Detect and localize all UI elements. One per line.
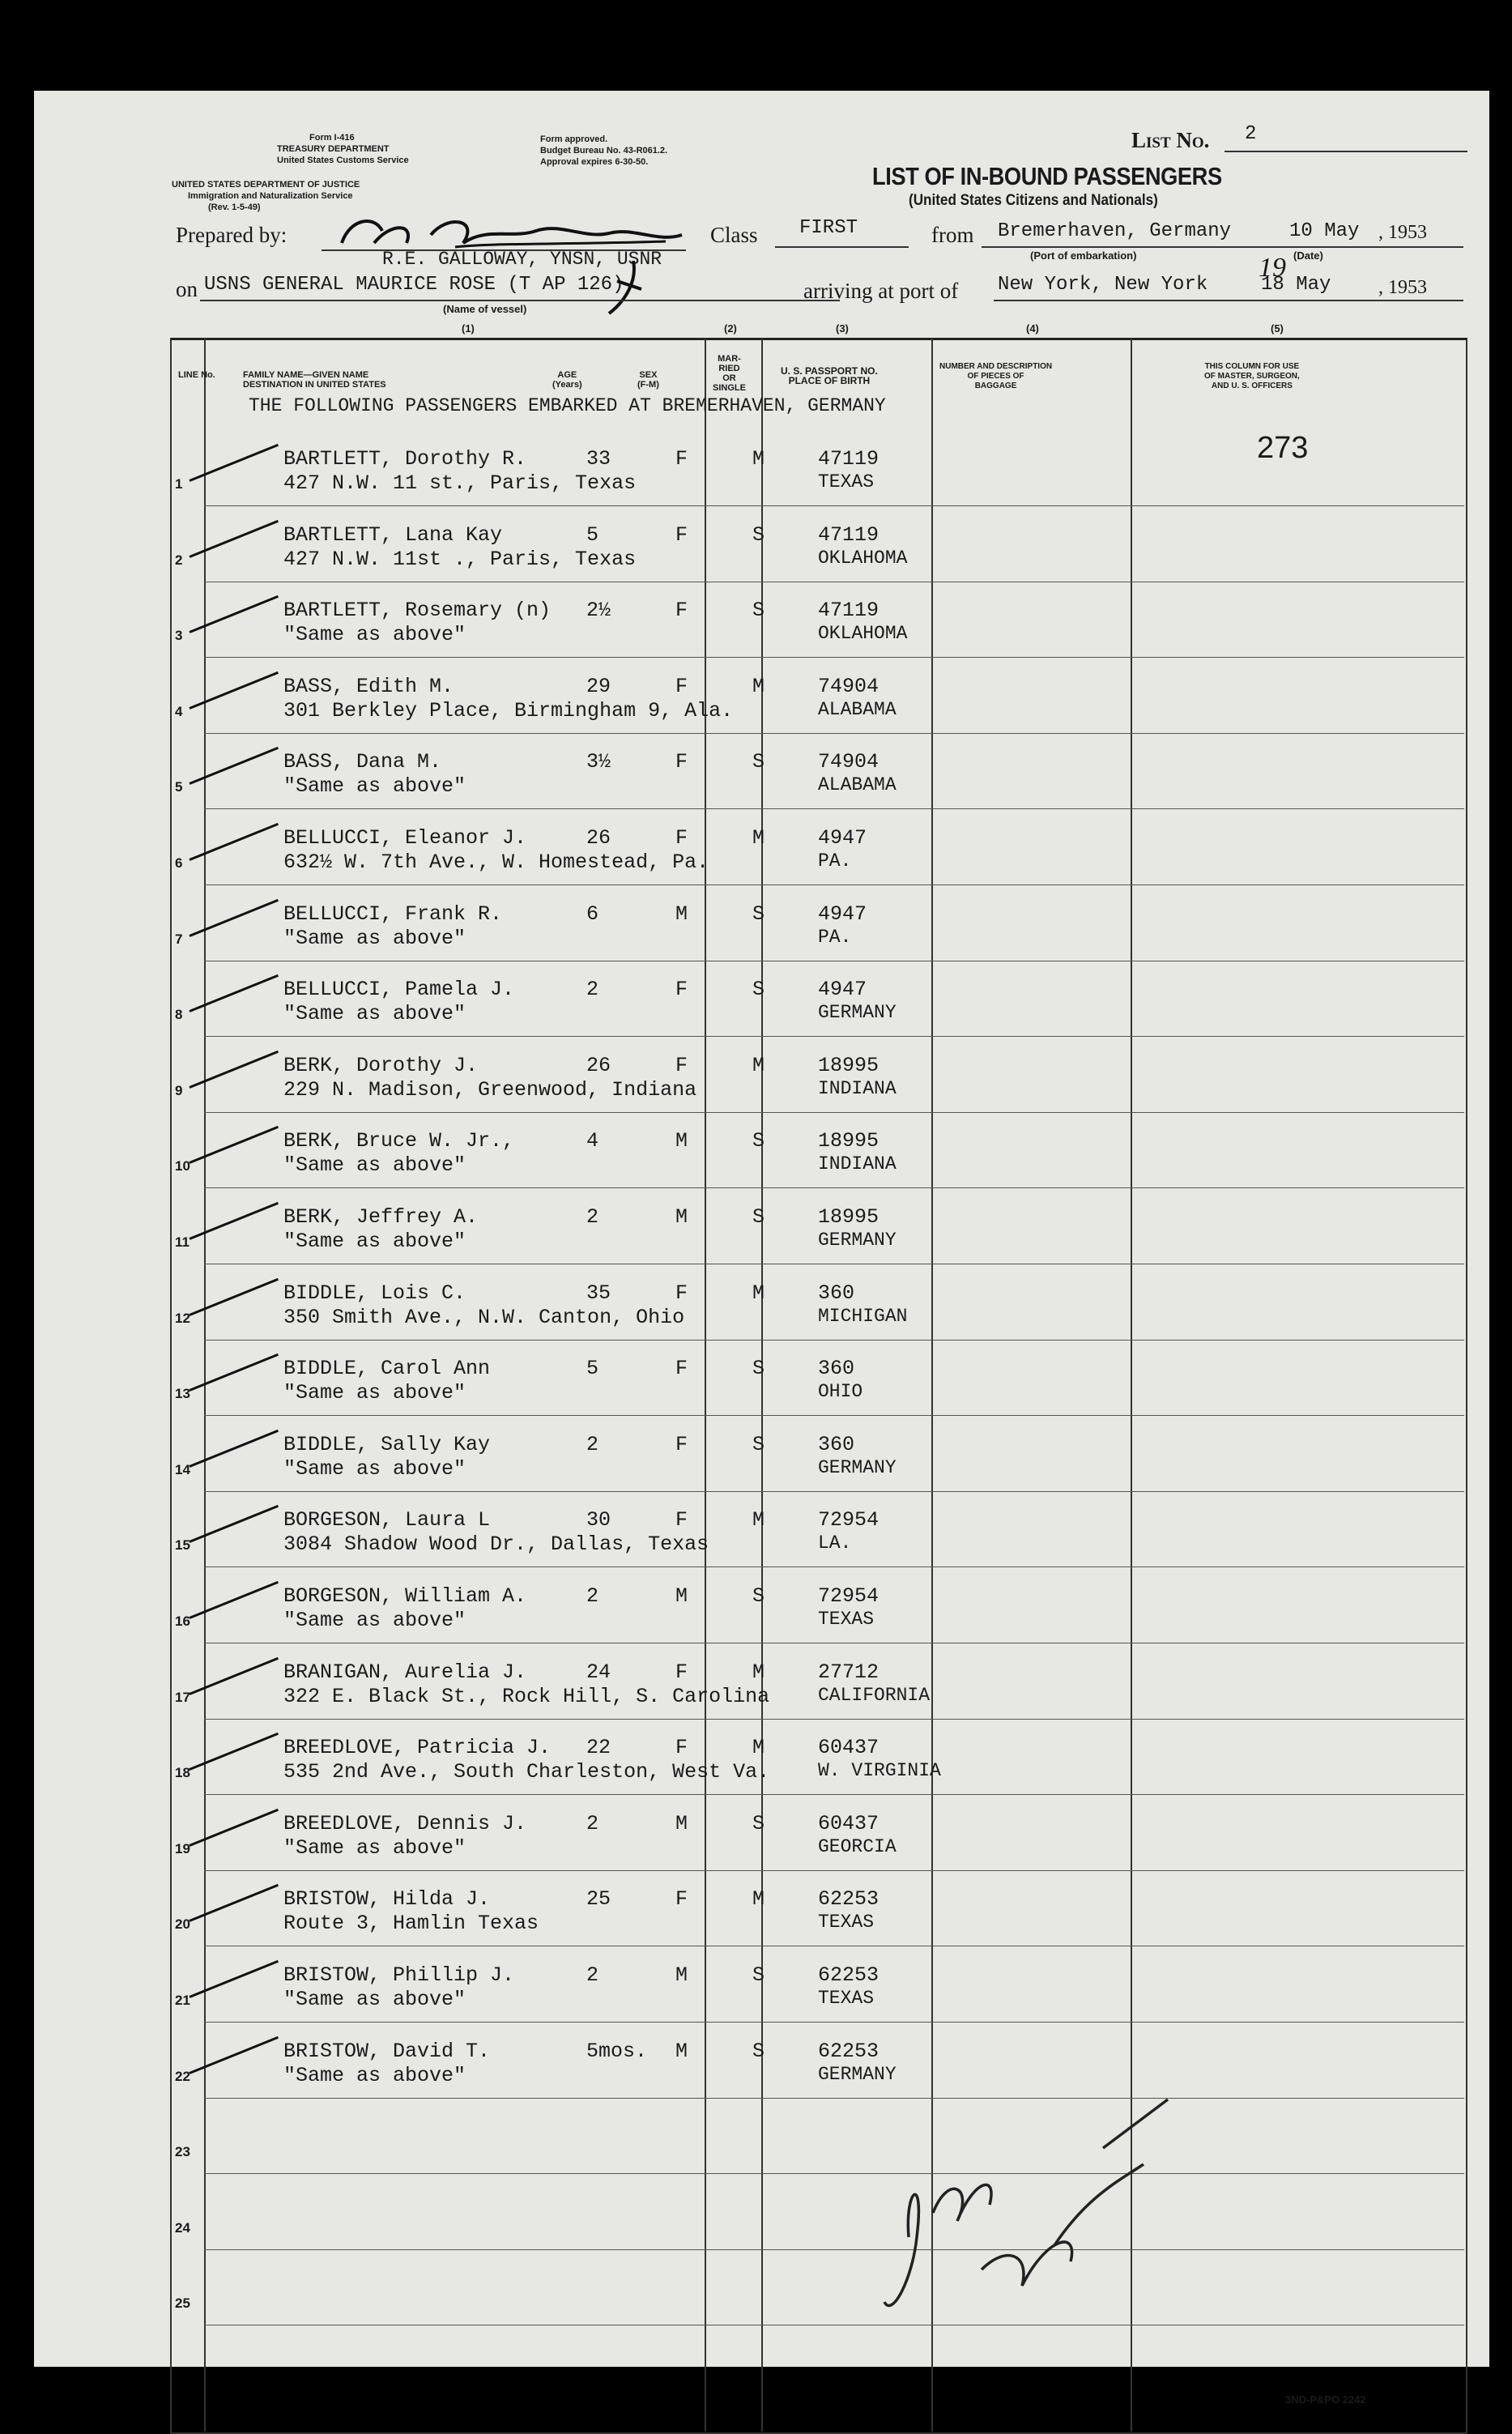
header-passport: U. S. PASSPORT NO. PLACE OF BIRTH bbox=[781, 365, 878, 386]
line-number: 24 bbox=[175, 2219, 190, 2236]
age: 2½ bbox=[586, 599, 611, 623]
place-of-birth: PA. bbox=[818, 926, 852, 948]
sex: F bbox=[675, 978, 688, 1002]
marital-status: M bbox=[752, 1281, 765, 1305]
destination: "Same as above" bbox=[283, 2063, 466, 2087]
place-of-birth: GERMANY bbox=[818, 1456, 897, 1478]
destination: "Same as above" bbox=[283, 1835, 466, 1860]
place-of-birth: TEXAS bbox=[818, 1609, 875, 1630]
place-of-birth: ALABAMA bbox=[818, 698, 897, 720]
age: 2 bbox=[586, 1205, 599, 1229]
passport-no: 18995 bbox=[818, 1205, 880, 1229]
header-age: AGE (Years) bbox=[552, 370, 582, 390]
passport-no: 360 bbox=[818, 1281, 855, 1305]
age: 2 bbox=[586, 1811, 599, 1835]
sex: F bbox=[675, 522, 688, 547]
passenger-name: BIDDLE, Lois C. bbox=[283, 1281, 466, 1305]
age: 2 bbox=[586, 1584, 599, 1608]
passport-no: 62253 bbox=[818, 1963, 880, 1987]
date-caption: (Date) bbox=[1293, 249, 1323, 262]
passport-no: 360 bbox=[818, 1357, 855, 1381]
place-of-birth: OHIO bbox=[818, 1381, 863, 1403]
destination: 322 E. Black St., Rock Hill, S. Carolina bbox=[283, 1684, 770, 1708]
destination: 632½ W. 7th Ave., W. Homestead, Pa. bbox=[283, 850, 709, 874]
table-row bbox=[175, 657, 1464, 734]
header-married: MAR- RIED OR SINGLE bbox=[713, 354, 746, 393]
line-number: 17 bbox=[175, 1689, 190, 1705]
class-value: FIRST bbox=[799, 217, 858, 239]
line-number: 8 bbox=[175, 1007, 183, 1023]
destination: 427 N.W. 11 st., Paris, Texas bbox=[283, 471, 637, 495]
line-number: 23 bbox=[175, 2144, 190, 2160]
passport-no: 60437 bbox=[818, 1811, 880, 1835]
line-number: 20 bbox=[175, 1916, 190, 1933]
destination: 350 Smith Ave., N.W. Canton, Ohio bbox=[283, 1305, 685, 1329]
passport-no: 360 bbox=[818, 1432, 855, 1456]
passenger-name: BRISTOW, Phillip J. bbox=[283, 1963, 515, 1987]
line-number: 12 bbox=[175, 1310, 190, 1326]
sex: M bbox=[675, 902, 688, 926]
marital-status: M bbox=[752, 1508, 765, 1532]
table-row bbox=[175, 808, 1464, 885]
from-label: from bbox=[931, 223, 974, 247]
table-row bbox=[175, 1264, 1464, 1341]
col-num-1: (1) bbox=[462, 322, 475, 335]
sex: F bbox=[675, 826, 688, 850]
marital-status: S bbox=[752, 2039, 765, 2063]
sex: F bbox=[675, 1736, 688, 1760]
line-number: 2 bbox=[175, 552, 183, 568]
passport-no: 4947 bbox=[818, 978, 867, 1002]
manifest-sheet bbox=[34, 91, 1489, 2406]
place-of-birth: CALIFORNIA bbox=[818, 1684, 931, 1706]
passenger-name: BERK, Bruce W. Jr., bbox=[283, 1129, 515, 1153]
age: 29 bbox=[586, 674, 611, 698]
passenger-name: BERK, Dorothy J. bbox=[283, 1053, 479, 1077]
passport-no: 27712 bbox=[818, 1660, 880, 1684]
vessel-caption: (Name of vessel) bbox=[443, 303, 527, 315]
line-number: 25 bbox=[175, 2295, 190, 2312]
place-of-birth: W. VIRGINIA bbox=[818, 1760, 941, 1782]
marital-status: S bbox=[752, 1357, 765, 1381]
table-row bbox=[175, 1567, 1464, 1643]
line-number: 13 bbox=[175, 1386, 190, 1402]
prepared-by-label: Prepared by: bbox=[176, 223, 287, 247]
table-row bbox=[175, 885, 1464, 961]
age: 4 bbox=[586, 1129, 599, 1153]
marital-status: M bbox=[752, 1660, 765, 1684]
destination: "Same as above" bbox=[283, 926, 466, 950]
sex: M bbox=[675, 1129, 688, 1153]
line-number: 4 bbox=[175, 703, 183, 719]
handwritten-mark bbox=[601, 257, 650, 322]
department: TREASURY DEPARTMENT bbox=[277, 144, 390, 154]
line-number: 7 bbox=[175, 931, 183, 947]
age: 26 bbox=[586, 826, 611, 850]
age: 35 bbox=[586, 1281, 611, 1305]
sex: M bbox=[675, 2039, 688, 2063]
arrival-year-value: 1953 bbox=[1388, 277, 1427, 298]
passenger-name: BELLUCCI, Eleanor J. bbox=[283, 826, 527, 850]
passenger-name: BREEDLOVE, Dennis J. bbox=[283, 1811, 527, 1835]
marital-status: M bbox=[752, 447, 765, 471]
sex: F bbox=[675, 1432, 688, 1456]
destination: 229 N. Madison, Greenwood, Indiana bbox=[283, 1077, 697, 1102]
arrival-year: , 1953 bbox=[1378, 277, 1427, 298]
destination: 301 Berkley Place, Birmingham 9, Ala. bbox=[283, 698, 734, 723]
passport-no: 18995 bbox=[818, 1129, 880, 1153]
passenger-name: BREEDLOVE, Patricia J. bbox=[283, 1736, 552, 1760]
form-approved: Form approved. bbox=[540, 134, 608, 144]
year-value: 1953 bbox=[1388, 222, 1427, 243]
place-of-birth: OKLAHOMA bbox=[818, 623, 908, 645]
age: 26 bbox=[586, 1053, 611, 1077]
passenger-name: BIDDLE, Carol Ann bbox=[283, 1357, 491, 1381]
destination: "Same as above" bbox=[283, 1609, 466, 1632]
age: 3½ bbox=[586, 750, 611, 774]
line-number: 15 bbox=[175, 1537, 190, 1554]
marital-status: S bbox=[752, 750, 765, 774]
place-of-birth: TEXAS bbox=[818, 471, 875, 492]
line-number: 10 bbox=[175, 1158, 190, 1174]
marital-status: S bbox=[752, 902, 765, 926]
place-of-birth: GEORCIA bbox=[818, 1835, 897, 1857]
on-label: on bbox=[176, 277, 198, 301]
passport-no: 74904 bbox=[818, 674, 880, 698]
place-of-birth: TEXAS bbox=[818, 1988, 875, 2009]
age: 2 bbox=[586, 978, 599, 1002]
table-row bbox=[175, 960, 1464, 1037]
marital-status: S bbox=[752, 1205, 765, 1229]
line-number: 21 bbox=[175, 1993, 190, 2008]
destination: "Same as above" bbox=[283, 1153, 466, 1178]
line-number: 18 bbox=[175, 1765, 190, 1781]
age: 25 bbox=[586, 1887, 611, 1912]
arriving-label: arriving at port of bbox=[803, 279, 959, 303]
age: 24 bbox=[586, 1660, 611, 1684]
table-row bbox=[175, 581, 1464, 658]
sex: M bbox=[675, 1205, 688, 1229]
header-baggage: NUMBER AND DESCRIPTION OF PIECES OF BAGGAGE bbox=[939, 362, 1053, 390]
sex: F bbox=[675, 447, 688, 471]
passenger-name: BORGESON, Laura L bbox=[283, 1508, 491, 1532]
marital-status: S bbox=[752, 1963, 765, 1987]
line-number: 19 bbox=[175, 1840, 190, 1856]
place-of-birth: INDIANA bbox=[818, 1153, 897, 1175]
table-row bbox=[175, 1490, 1464, 1567]
destination: "Same as above" bbox=[283, 1002, 466, 1026]
line-number: 14 bbox=[175, 1461, 190, 1477]
passenger-name: BRANIGAN, Aurelia J. bbox=[283, 1660, 527, 1684]
destination: 427 N.W. 11st ., Paris, Texas bbox=[283, 547, 637, 571]
marital-status: M bbox=[752, 1887, 765, 1912]
passport-no: 4947 bbox=[818, 826, 867, 850]
page-subtitle: (United States Citizens and Nationals) bbox=[909, 192, 1158, 209]
marital-status: M bbox=[752, 674, 765, 698]
place-of-birth: ALABAMA bbox=[818, 774, 897, 796]
line-number: 3 bbox=[175, 628, 183, 644]
sex: M bbox=[675, 1584, 688, 1608]
passport-no: 47119 bbox=[818, 599, 880, 623]
header-officers: THIS COLUMN FOR USE OF MASTER, SURGEON, AND U. S. OFFICERS bbox=[1204, 362, 1300, 390]
list-no-value: 2 bbox=[1245, 123, 1257, 145]
table-row bbox=[175, 429, 1464, 506]
sex: M bbox=[675, 1963, 688, 1987]
age: 5 bbox=[586, 522, 599, 547]
place-of-birth: MICHIGAN bbox=[818, 1305, 908, 1327]
col-num-3: (3) bbox=[836, 322, 849, 335]
table-row bbox=[175, 1111, 1464, 1188]
passenger-name: BERK, Jeffrey A. bbox=[283, 1205, 479, 1229]
passenger-name: BRISTOW, David T. bbox=[283, 2039, 491, 2063]
table-row bbox=[175, 1339, 1464, 1416]
header-sex: SEX (F-M) bbox=[637, 370, 659, 390]
ins: Immigration and Naturalization Service bbox=[188, 191, 353, 201]
page-title: LIST OF IN-BOUND PASSENGERS bbox=[872, 162, 1222, 190]
marital-status: S bbox=[752, 978, 765, 1002]
age: 30 bbox=[586, 1508, 611, 1532]
passenger-name: BORGESON, William A. bbox=[283, 1584, 527, 1608]
line-number: 22 bbox=[175, 2068, 190, 2084]
passport-no: 47119 bbox=[818, 447, 880, 471]
col-num-2: (2) bbox=[724, 322, 737, 335]
passenger-name: BARTLETT, Lana Kay bbox=[283, 522, 503, 547]
age: 5mos. bbox=[586, 2039, 648, 2063]
age: 22 bbox=[586, 1736, 611, 1760]
line-number: 1 bbox=[175, 476, 183, 492]
sex: F bbox=[675, 1053, 688, 1077]
destination: "Same as above" bbox=[283, 774, 466, 799]
approval-expires: Approval expires 6-30-50. bbox=[540, 157, 649, 167]
destination: "Same as above" bbox=[283, 1381, 466, 1405]
passport-no: 47119 bbox=[818, 522, 880, 547]
from-date: 10 May bbox=[1289, 220, 1360, 242]
passenger-name: BIDDLE, Sally Kay bbox=[283, 1432, 491, 1456]
table-row bbox=[175, 1794, 1464, 1871]
passport-no: 18995 bbox=[818, 1053, 880, 1077]
passenger-name: BELLUCCI, Pamela J. bbox=[283, 978, 515, 1002]
age: 33 bbox=[586, 447, 611, 471]
marital-status: S bbox=[752, 1584, 765, 1608]
line-number: 11 bbox=[175, 1234, 190, 1250]
officer-count-note: 273 bbox=[1257, 431, 1309, 465]
arrival-date: 18 May bbox=[1261, 274, 1331, 296]
table-row bbox=[175, 1036, 1464, 1113]
sex: F bbox=[675, 1508, 688, 1532]
age: 2 bbox=[586, 1432, 599, 1456]
vessel-name: USNS GENERAL MAURICE ROSE (T AP 126) bbox=[204, 274, 624, 296]
passport-no: 62253 bbox=[818, 1887, 880, 1912]
place-of-birth: GERMANY bbox=[818, 2063, 897, 2085]
table-row bbox=[175, 1415, 1464, 1492]
preparer-typed-name: R.E. GALLOWAY, YNSN, USNR bbox=[382, 249, 662, 270]
place-of-birth: TEXAS bbox=[818, 1912, 875, 1933]
sex: F bbox=[675, 674, 688, 698]
passenger-name: BASS, Dana M. bbox=[283, 750, 442, 774]
passenger-name: BELLUCCI, Frank R. bbox=[283, 902, 503, 926]
sex: F bbox=[675, 1281, 688, 1305]
line-number: 5 bbox=[175, 779, 183, 795]
marital-status: S bbox=[752, 1129, 765, 1153]
col-num-5: (5) bbox=[1271, 322, 1284, 335]
destination: Route 3, Hamlin Texas bbox=[283, 1912, 539, 1936]
col-num-4: (4) bbox=[1026, 322, 1039, 335]
passport-no: 74904 bbox=[818, 750, 880, 774]
table-row bbox=[175, 1869, 1464, 1946]
marital-status: S bbox=[752, 1811, 765, 1835]
passenger-name: BARTLETT, Rosemary (n) bbox=[283, 599, 552, 623]
sex: F bbox=[675, 599, 688, 623]
passport-no: 72954 bbox=[818, 1508, 880, 1532]
age: 5 bbox=[586, 1357, 599, 1381]
place-of-birth: INDIANA bbox=[818, 1077, 897, 1099]
passenger-name: BRISTOW, Hilda J. bbox=[283, 1887, 491, 1912]
marital-status: M bbox=[752, 1736, 765, 1760]
list-no-label: List No. bbox=[1131, 128, 1210, 152]
passenger-name: BASS, Edith M. bbox=[283, 674, 454, 698]
inspector-signature bbox=[860, 2091, 1200, 2334]
passport-no: 62253 bbox=[818, 2039, 880, 2063]
revision: (Rev. 1-5-49) bbox=[208, 202, 261, 212]
footer-code: 3ND-P&PO 2242 bbox=[1285, 2394, 1366, 2406]
table-row bbox=[175, 2173, 1464, 2250]
embarked-note: THE FOLLOWING PASSENGERS EMBARKED AT BREMERHAVEN, GERMANY bbox=[249, 395, 886, 416]
table-row bbox=[175, 2097, 1464, 2174]
form-number: Form I-416 bbox=[309, 133, 355, 143]
marital-status: S bbox=[752, 1432, 765, 1456]
place-of-birth: LA. bbox=[818, 1532, 852, 1554]
doj: UNITED STATES DEPARTMENT OF JUSTICE bbox=[172, 180, 360, 190]
sex: F bbox=[675, 1660, 688, 1684]
destination: "Same as above" bbox=[283, 1988, 466, 2011]
passport-no: 4947 bbox=[818, 902, 867, 926]
passenger-name: BARTLETT, Dorothy R. bbox=[283, 447, 527, 471]
arrival-port: New York, New York bbox=[998, 274, 1208, 296]
table-row bbox=[175, 1643, 1464, 1720]
from-year: , 1953 bbox=[1378, 222, 1427, 243]
destination: "Same as above" bbox=[283, 623, 466, 647]
marital-status: S bbox=[752, 522, 765, 547]
budget-bureau: Budget Bureau No. 43-R061.2. bbox=[540, 146, 668, 156]
passport-no: 60437 bbox=[818, 1736, 880, 1760]
age: 6 bbox=[586, 902, 599, 926]
from-port: Bremerhaven, Germany bbox=[998, 220, 1232, 242]
sex: M bbox=[675, 1811, 688, 1835]
age: 2 bbox=[586, 1963, 599, 1987]
marital-status: M bbox=[752, 826, 765, 850]
line-number: 6 bbox=[175, 855, 183, 871]
table-row bbox=[175, 1187, 1464, 1264]
destination: 535 2nd Ave., South Charleston, West Va. bbox=[283, 1760, 770, 1784]
place-of-birth: GERMANY bbox=[818, 1230, 897, 1251]
marital-status: S bbox=[752, 599, 765, 623]
class-label: Class bbox=[710, 223, 758, 247]
header-line-no: LINE No. bbox=[178, 370, 215, 380]
sex: F bbox=[675, 1357, 688, 1381]
table-row bbox=[175, 505, 1464, 582]
passport-no: 72954 bbox=[818, 1584, 880, 1608]
line-number: 16 bbox=[175, 1613, 190, 1629]
marital-status: M bbox=[752, 1053, 765, 1077]
sex: F bbox=[675, 750, 688, 774]
line-number: 9 bbox=[175, 1082, 183, 1098]
table-row bbox=[175, 2249, 1464, 2325]
port-caption: (Port of embarkation) bbox=[1030, 249, 1137, 262]
table-row bbox=[175, 2022, 1464, 2099]
destination: "Same as above" bbox=[283, 1456, 466, 1481]
place-of-birth: GERMANY bbox=[818, 1002, 897, 1024]
destination: 3084 Shadow Wood Dr., Dallas, Texas bbox=[283, 1532, 709, 1557]
destination: "Same as above" bbox=[283, 1230, 466, 1253]
table-row bbox=[175, 732, 1464, 809]
customs-service: United States Customs Service bbox=[277, 156, 409, 165]
table-row bbox=[175, 1718, 1464, 1795]
place-of-birth: OKLAHOMA bbox=[818, 547, 908, 569]
header-name-dest: FAMILY NAME—GIVEN NAME DESTINATION IN UNITED STATES bbox=[243, 370, 386, 390]
table-row bbox=[175, 1946, 1464, 2023]
place-of-birth: PA. bbox=[818, 850, 852, 872]
arrival-date-correction: 19 bbox=[1259, 253, 1286, 283]
sex: F bbox=[675, 1887, 688, 1912]
